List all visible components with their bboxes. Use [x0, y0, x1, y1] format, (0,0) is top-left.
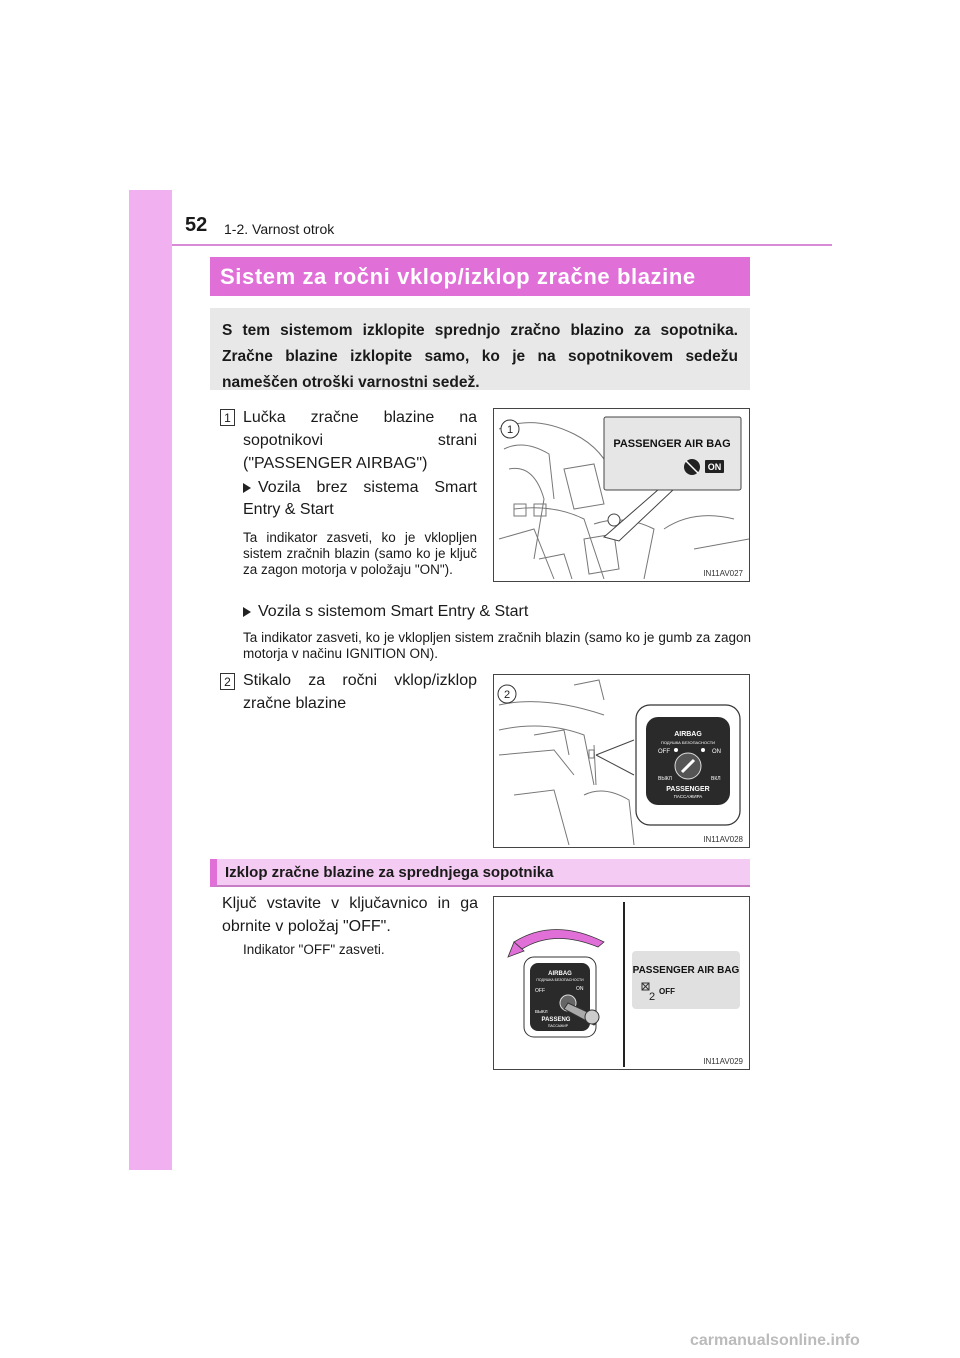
fig3-off-label: OFF — [535, 988, 545, 994]
fig3-off-ru-label: ВЫКЛ — [535, 1009, 548, 1014]
page-number: 52 — [185, 214, 208, 236]
item-1-subhead-b — [243, 601, 753, 623]
dashboard-illustration — [494, 409, 750, 582]
fig2-airbag-label: AIRBAG — [674, 731, 702, 738]
item-1-note-a: Ta indikator zasveti, ko je vklopljen sistem zračnih blazin (samo ko je ključ za zagon motorja v položaju "ON"). — [243, 530, 477, 577]
fig3-airbag-ru-label: ПОДУШКА БЕЗОПАСНОСТИ — [536, 978, 584, 982]
fig3-airbag-label: AIRBAG — [548, 971, 572, 977]
fig3-panel-label: PASSENGER AIR BAG — [632, 965, 740, 976]
fig2-off-ru-label: ВЫКЛ — [658, 776, 672, 782]
fig2-on-label: ON — [712, 749, 721, 755]
item-2-text: Stikalo za ročni vklop/izklop zračne blazine — [243, 672, 477, 712]
triangle-bullet-icon — [243, 607, 251, 617]
fig2-on-ru-label: ВКЛ — [711, 776, 721, 782]
item-1-text: Lučka zračne blazine na sopotnikovi strani ("PASSENGER AIRBAG") — [243, 409, 477, 472]
glovebox-illustration — [494, 675, 750, 848]
figure-airbag-switch — [493, 674, 750, 848]
figure-turn-key-off — [493, 896, 750, 1070]
fig3-indicator-off-label: OFF — [659, 987, 675, 996]
sub-title-bar — [210, 859, 750, 887]
item-2-badge: 2 — [220, 673, 235, 690]
item-1-subhead-a — [243, 477, 477, 521]
fig3-passenger-ru-label: ПАССАЖИР — [547, 1024, 569, 1028]
svg-text:2: 2 — [649, 991, 656, 1003]
step-note: Indikator "OFF" zasveti. — [243, 942, 385, 957]
item-1-subhead-b-text: Vozila s sistemom Smart Entry & Start — [258, 603, 529, 620]
item-1-note-b: Ta indikator zasveti, ko je vklopljen sistem zračnih blazin (samo ko je gumb za zagon motorja v načinu IGNITION ON). — [243, 630, 751, 661]
chapter-side-tab — [129, 190, 172, 1170]
item-1-badge: 1 — [220, 409, 235, 426]
fig2-passenger-ru-label: ПАССАЖИРА — [673, 794, 703, 799]
fig2-airbag-ru-label: ПОДУШКА БЕЗОПАСНОСТИ — [660, 740, 716, 745]
fig3-passenger-label: PASSENG — [541, 1017, 571, 1023]
section-reference: 1-2. Varnost otrok — [224, 221, 335, 237]
intro-text: S tem sistemom izklopite sprednjo zračno blazino za sopotnika. Zračne blazine izklopite samo, ko je na sopotnikovem sedežu nameščen otroški varnostni sedež. — [222, 322, 738, 391]
triangle-bullet-icon — [243, 483, 251, 493]
step-text: Ključ vstavite v ključavnico in ga obrnite v položaj "OFF". — [222, 895, 478, 935]
fig1-callout-number: 1 — [506, 424, 514, 436]
fig2-off-label: OFF — [658, 749, 670, 755]
figure-code: IN11AV028 — [703, 835, 743, 844]
main-title-bar — [210, 257, 750, 296]
sub-title: Izklop zračne blazine za sprednjega sopotnika — [225, 863, 554, 881]
item-1-subhead-a-text: Vozila brez sistema Smart Entry & Start — [243, 479, 477, 518]
figure-code: IN11AV029 — [703, 1057, 743, 1066]
watermark: carmanualsonline.info — [690, 1332, 860, 1349]
fig1-panel-label: PASSENGER AIR BAG — [613, 438, 731, 450]
page-title: Sistem za ročni vklop/izklop zračne blazine — [220, 263, 696, 289]
fig2-passenger-label: PASSENGER — [666, 786, 710, 793]
fig2-callout-number: 2 — [503, 689, 511, 701]
intro-box — [210, 308, 750, 390]
key-switch-illustration — [494, 897, 750, 1070]
figure-code: IN11AV027 — [703, 569, 743, 578]
header-divider — [172, 244, 832, 246]
fig1-on-label: ON — [707, 462, 722, 472]
fig3-on-label: ON — [576, 986, 584, 992]
figure-passenger-airbag-indicator — [493, 408, 750, 582]
